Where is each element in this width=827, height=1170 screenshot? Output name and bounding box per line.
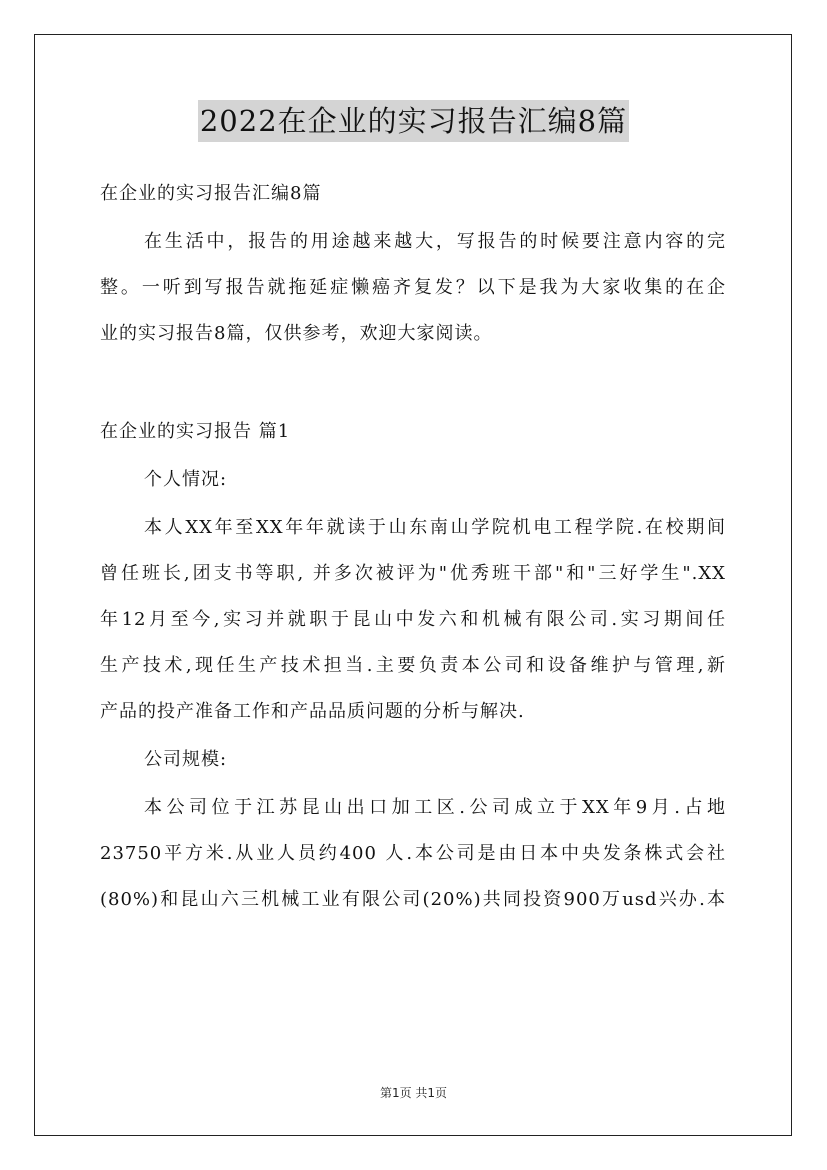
- title-container: [0, 100, 827, 142]
- personal-line-2: 曾任班长,团支书等职, 并多次被评为"优秀班干部"和"三好学生".XX: [100, 563, 726, 584]
- personal-line-3: 年12月至今,实习并就职于昆山中发六和机械有限公司.实习期间任: [100, 609, 726, 630]
- personal-line-5: 产品的投产准备工作和产品品质问题的分析与解决.: [100, 701, 525, 722]
- section-heading: 在企业的实习报告 篇1: [100, 421, 291, 442]
- company-line-1: 本公司位于江苏昆山出口加工区.公司成立于XX年9月.占地: [144, 797, 726, 818]
- personal-line-4: 生产技术,现任生产技术担当.主要负责本公司和设备维护与管理,新: [100, 655, 726, 676]
- company-line-3: (80%)和昆山六三机械工业有限公司(20%)共同投资900万usd兴办.本: [100, 889, 726, 910]
- intro-line-3: 业的实习报告8篇，仅供参考，欢迎大家阅读。: [100, 323, 493, 344]
- page-footer: [0, 1084, 827, 1101]
- company-heading: 公司规模:: [144, 749, 228, 770]
- personal-heading: 个人情况:: [144, 469, 228, 490]
- intro-line-2: 整。一听到写报告就拖延症懒癌齐复发？以下是我为大家收集的在企: [100, 277, 726, 298]
- document-body: [100, 176, 726, 918]
- document-title: 2022在企业的实习报告汇编8篇: [198, 100, 629, 142]
- document-subtitle: 在企业的实习报告汇编8篇: [100, 183, 322, 204]
- company-line-2: 23750平方米.从业人员约400 人.本公司是由日本中央发条株式会社: [100, 843, 726, 864]
- intro-line-1: 在生活中，报告的用途越来越大，写报告的时候要注意内容的完: [144, 231, 726, 252]
- personal-line-1: 本人XX年至XX年年就读于山东南山学院机电工程学院.在校期间: [144, 517, 726, 538]
- page-number-label: 第1页 共1页: [379, 1086, 448, 1100]
